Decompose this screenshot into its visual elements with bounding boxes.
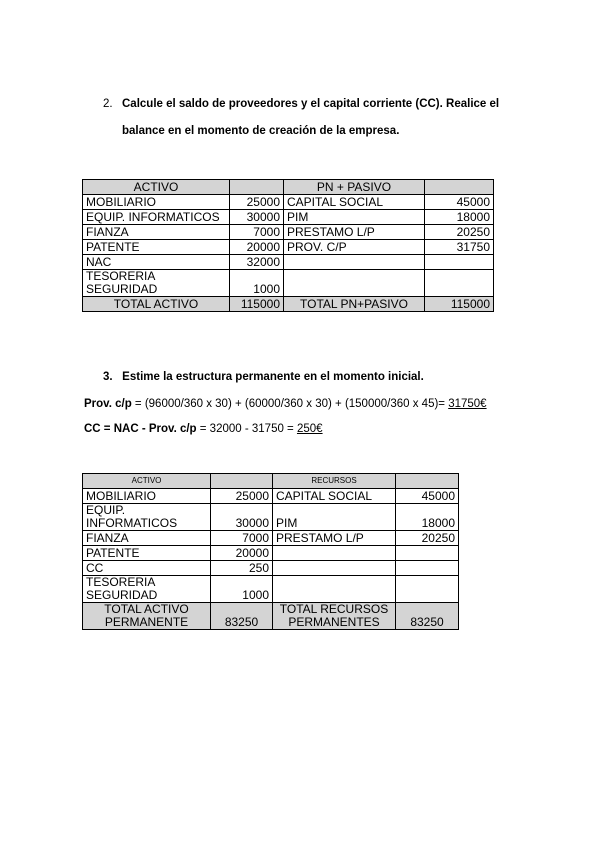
cell-label bbox=[273, 561, 396, 576]
cell-amount: 20250 bbox=[425, 225, 494, 240]
cell-label: NAC bbox=[83, 255, 230, 270]
balance-table bbox=[82, 179, 494, 312]
cell-label bbox=[273, 546, 396, 561]
cell-label: TESORERIA SEGURIDAD bbox=[83, 576, 211, 603]
table-row bbox=[83, 531, 459, 546]
cell-label: EQUIP. INFORMATICOS bbox=[83, 504, 211, 531]
equation-cc bbox=[84, 423, 323, 435]
cell-label: CAPITAL SOCIAL bbox=[284, 195, 425, 210]
table-row bbox=[83, 195, 494, 210]
cell-label bbox=[273, 576, 396, 603]
header-recursos: RECURSOS bbox=[273, 474, 396, 489]
equation-prov-cp bbox=[84, 398, 487, 410]
cell-amount bbox=[425, 255, 494, 270]
cell-label: CAPITAL SOCIAL bbox=[273, 489, 396, 504]
cell-amount: 30000 bbox=[230, 210, 284, 225]
total-activo-label: TOTAL ACTIVO bbox=[83, 297, 230, 312]
total-recursos-permanentes-label: TOTAL RECURSOS PERMANENTES bbox=[273, 603, 396, 630]
table-total-row bbox=[83, 603, 459, 630]
cell-amount: 32000 bbox=[230, 255, 284, 270]
cell-label: MOBILIARIO bbox=[83, 489, 211, 504]
cell-label: PIM bbox=[284, 210, 425, 225]
cell-amount: 45000 bbox=[396, 489, 459, 504]
total-pn-pasivo-value: 115000 bbox=[425, 297, 494, 312]
cell-amount: 18000 bbox=[396, 504, 459, 531]
equation-1-formula: = (96000/360 x 30) + (60000/360 x 30) + (150000/360 x 45)= bbox=[131, 398, 449, 410]
table-row bbox=[83, 240, 494, 255]
table-row bbox=[83, 489, 459, 504]
cell-label bbox=[284, 270, 425, 297]
header-recursos-amount bbox=[396, 474, 459, 489]
cell-label: FIANZA bbox=[83, 225, 230, 240]
cell-amount: 45000 bbox=[425, 195, 494, 210]
cell-amount: 250 bbox=[211, 561, 273, 576]
equation-1-result: 31750€ bbox=[448, 398, 487, 410]
table-row bbox=[83, 225, 494, 240]
table-row bbox=[83, 210, 494, 225]
cell-amount bbox=[425, 270, 494, 297]
cell-label: MOBILIARIO bbox=[83, 195, 230, 210]
question-2-number: 2. bbox=[103, 98, 113, 110]
cell-label: TESORERIA SEGURIDAD bbox=[83, 270, 230, 297]
header-activo: ACTIVO bbox=[83, 474, 211, 489]
equation-2-label: CC = NAC - Prov. c/p bbox=[84, 423, 197, 435]
cell-amount bbox=[396, 561, 459, 576]
cell-amount: 25000 bbox=[211, 489, 273, 504]
equation-2-result: 250€ bbox=[296, 423, 323, 435]
table-header-row bbox=[83, 180, 494, 195]
cell-label: PATENTE bbox=[83, 546, 211, 561]
cell-amount: 30000 bbox=[211, 504, 273, 531]
table-row bbox=[83, 270, 494, 297]
question-2-line-2: balance en el momento de creación de la empresa. bbox=[122, 125, 400, 137]
header-activo-amount bbox=[211, 474, 273, 489]
cell-amount: 1000 bbox=[211, 576, 273, 603]
table-row bbox=[83, 504, 459, 531]
table-row bbox=[83, 561, 459, 576]
header-pn-pasivo-amount bbox=[425, 180, 494, 195]
table-row bbox=[83, 255, 494, 270]
table-row bbox=[83, 546, 459, 561]
cell-amount: 20000 bbox=[211, 546, 273, 561]
header-activo-amount bbox=[230, 180, 284, 195]
cell-label: PROV. C/P bbox=[284, 240, 425, 255]
table-total-row bbox=[83, 297, 494, 312]
total-activo-permanente-value: 83250 bbox=[211, 603, 273, 630]
cell-amount: 18000 bbox=[425, 210, 494, 225]
cell-amount: 7000 bbox=[211, 531, 273, 546]
cell-amount: 25000 bbox=[230, 195, 284, 210]
total-activo-permanente-label: TOTAL ACTIVO PERMANENTE bbox=[83, 603, 211, 630]
cell-label: PRESTAMO L/P bbox=[284, 225, 425, 240]
cell-amount: 20250 bbox=[396, 531, 459, 546]
cell-label bbox=[284, 255, 425, 270]
cell-amount: 7000 bbox=[230, 225, 284, 240]
total-pn-pasivo-label: TOTAL PN+PASIVO bbox=[284, 297, 425, 312]
permanent-structure-table bbox=[82, 473, 459, 630]
cell-amount: 20000 bbox=[230, 240, 284, 255]
total-recursos-permanentes-value: 83250 bbox=[396, 603, 459, 630]
equation-1-label: Prov. c/p bbox=[84, 398, 132, 410]
cell-amount: 31750 bbox=[425, 240, 494, 255]
table-header-row bbox=[83, 474, 459, 489]
cell-amount bbox=[396, 576, 459, 603]
total-activo-value: 115000 bbox=[230, 297, 284, 312]
cell-label: FIANZA bbox=[83, 531, 211, 546]
cell-label: EQUIP. INFORMATICOS bbox=[83, 210, 230, 225]
table-row bbox=[83, 576, 459, 603]
cell-label: CC bbox=[83, 561, 211, 576]
cell-amount bbox=[396, 546, 459, 561]
cell-label: PIM bbox=[273, 504, 396, 531]
cell-amount: 1000 bbox=[230, 270, 284, 297]
header-pn-pasivo: PN + PASIVO bbox=[284, 180, 425, 195]
question-3: 3. Estime la estructura permanente en el momento inicial. bbox=[103, 371, 424, 383]
question-2-line-1: Calcule el saldo de proveedores y el capital corriente (CC). Realice el bbox=[122, 98, 500, 110]
cell-label: PRESTAMO L/P bbox=[273, 531, 396, 546]
equation-2-formula: = 32000 - 31750 = bbox=[196, 423, 297, 435]
cell-label: PATENTE bbox=[83, 240, 230, 255]
header-activo: ACTIVO bbox=[83, 180, 230, 195]
